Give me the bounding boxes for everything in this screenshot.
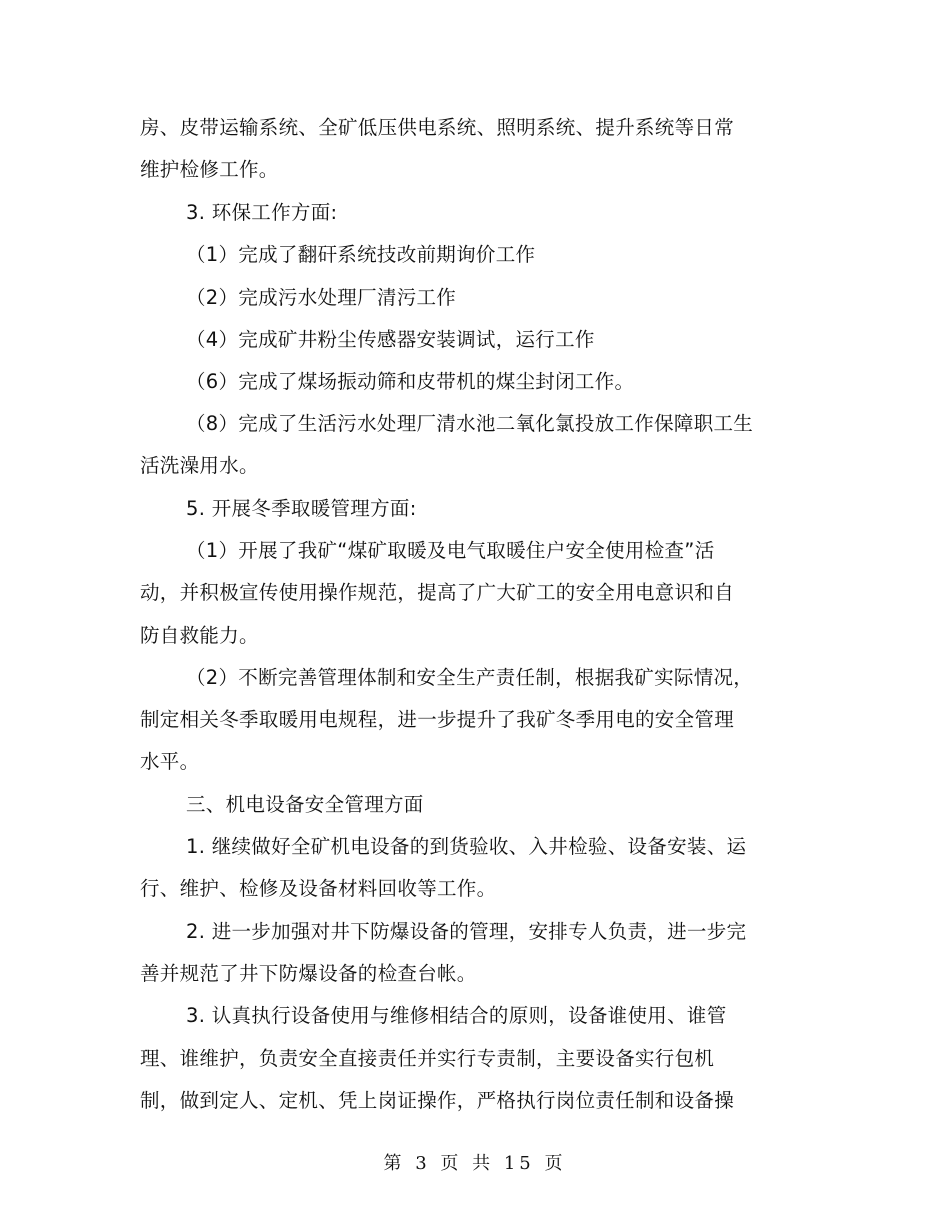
- list-item: （1）完成了翻矸系统技改前期询价工作: [186, 243, 536, 266]
- text-line: 维护检修工作。: [140, 158, 279, 181]
- text-line: 制，做到定人、定机、凭上岗证操作，严格执行岗位责任制和设备操: [140, 1089, 735, 1112]
- text-line: 活洗澡用水。: [140, 454, 259, 477]
- page-number-footer: 第 3 页 共 15 页: [383, 1153, 567, 1174]
- list-item: （2）不断完善管理体制和安全生产责任制，根据我矿实际情况，: [186, 666, 754, 689]
- list-item: （6）完成了煤场振动筛和皮带机的煤尘封闭工作。: [186, 370, 635, 393]
- text-line: 制定相关冬季取暖用电规程，进一步提升了我矿冬季用电的安全管理: [140, 708, 735, 731]
- list-item: （2）完成污水处理厂清污工作: [186, 286, 457, 309]
- list-item: 1. 继续做好全矿机电设备的到货验收、入井检验、设备安装、运: [186, 835, 747, 858]
- list-item: （4）完成矿井粉尘传感器安装调试，运行工作: [186, 328, 595, 351]
- list-item: 3. 认真执行设备使用与维修相结合的原则，设备谁使用、谁管: [186, 1004, 727, 1027]
- text-line: 理、谁维护，负责安全直接责任并实行专责制，主要设备实行包机: [140, 1047, 715, 1070]
- text-line: 房、皮带运输系统、全矿低压供电系统、照明系统、提升系统等日常: [140, 116, 735, 139]
- section-heading: 3. 环保工作方面:: [186, 201, 338, 224]
- list-item: 2. 进一步加强对井下防爆设备的管理，安排专人负责，进一步完: [186, 920, 747, 943]
- list-item: （8）完成了生活污水处理厂清水池二氧化氯投放工作保障职工生: [186, 412, 754, 435]
- text-line: 动，并积极宣传使用操作规范，提高了广大矿工的安全用电意识和自: [140, 581, 735, 604]
- text-line: 行、维护、检修及设备材料回收等工作。: [140, 877, 497, 900]
- list-item: （1）开展了我矿“煤矿取暖及电气取暖住户安全使用检查”活: [186, 539, 715, 562]
- text-line: 水平。: [140, 750, 200, 773]
- chapter-heading: 三、机电设备安全管理方面: [186, 793, 424, 816]
- section-heading: 5. 开展冬季取暖管理方面:: [186, 497, 417, 520]
- text-line: 善并规范了井下防爆设备的检查台帐。: [140, 962, 477, 985]
- text-line: 防自救能力。: [140, 624, 259, 647]
